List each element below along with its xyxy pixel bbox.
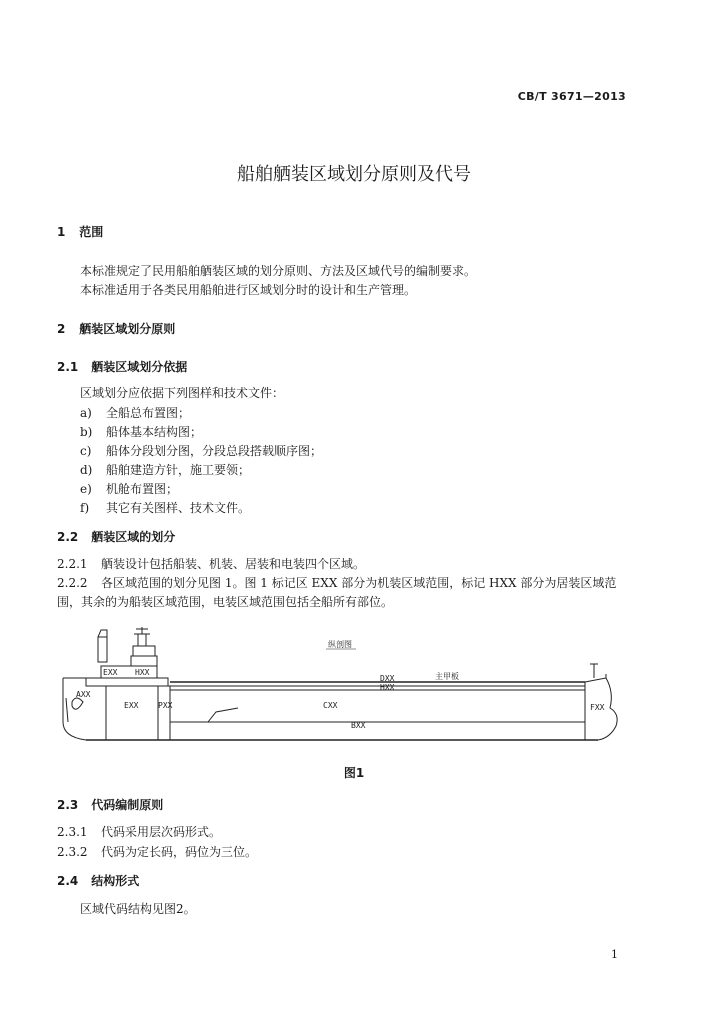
section-title: 范围 — [79, 225, 104, 239]
forecastle — [585, 674, 606, 682]
section-title: 舾装区域划分依据 — [91, 360, 188, 374]
section-title: 结构形式 — [91, 874, 140, 888]
figure-1-ship-profile — [58, 622, 638, 747]
clause-number: 2.3.2 — [57, 845, 88, 859]
section-number: 2.1 — [57, 360, 79, 374]
zone-label-pxx: PXX — [158, 701, 173, 710]
list-item — [80, 442, 322, 459]
clause-2-2-1 — [57, 555, 365, 572]
paragraph: 区域代码结构见图2。 — [80, 902, 196, 916]
clause-continuation: 围，其余的为船装区域范围，电装区域范围包括全船所有部位。 — [57, 595, 394, 609]
list-text: 船舶建造方针，施工要领； — [106, 463, 251, 477]
section-number: 2.4 — [57, 874, 79, 888]
list-marker: d) — [80, 463, 93, 477]
section-number: 1 — [57, 225, 66, 239]
section-2-heading — [57, 320, 175, 337]
section-title: 舾装区域的划分 — [91, 530, 176, 544]
section-number: 2.3 — [57, 798, 79, 812]
section-2-1-heading — [57, 358, 187, 375]
label-profile: 纵剖图 — [328, 640, 352, 649]
list-text: 船体分段划分图，分段总段搭载顺序图； — [106, 444, 323, 458]
section-number: 2.2 — [57, 530, 79, 544]
section-title: 代码编制原则 — [91, 798, 164, 812]
clause-text: 各区域范围的划分见图 1。图 1 标记区 EXX 部分为机装区域范围，标记 HXX 部分为居装区域范 — [101, 576, 617, 590]
list-item — [80, 480, 178, 497]
zone-label-axx: AXX — [76, 690, 91, 699]
zone-label-dxx: DXX — [380, 674, 395, 683]
figure-caption: 图1 — [343, 766, 365, 780]
list-item — [80, 423, 202, 440]
section-number: 2 — [57, 322, 66, 336]
zone-label-exx-upper: EXX — [103, 668, 118, 677]
zone-label-fxx: FXX — [590, 703, 605, 712]
clause-2-3-2 — [57, 843, 257, 860]
zone-label-hxx: HXX — [380, 683, 395, 692]
clause-text: 舾装设计包括船装、机装、居装和电装四个区域。 — [101, 557, 366, 571]
clause-number: 2.2.2 — [57, 576, 88, 590]
list-item — [80, 461, 250, 478]
list-text: 全船总布置图； — [106, 406, 191, 420]
zone-label-hxx-upper: HXX — [135, 668, 150, 677]
list-text: 其它有关图样、技术文件。 — [106, 501, 251, 515]
list-marker: a) — [80, 406, 92, 420]
wheelhouse — [133, 646, 155, 656]
clause-number: 2.2.1 — [57, 557, 88, 571]
zone-label-exx: EXX — [124, 701, 139, 710]
clause-text: 代码为定长码，码位为三位。 — [101, 845, 258, 859]
clause-2-2-2 — [57, 574, 616, 591]
list-marker: c) — [80, 444, 92, 458]
list-item — [80, 404, 190, 421]
fore-mast — [590, 664, 598, 678]
list-marker: e) — [80, 482, 92, 496]
list-marker: b) — [80, 425, 93, 439]
paragraph: 区域划分应依据下列图样和技术文件： — [80, 386, 285, 400]
list-text: 船体基本结构图； — [106, 425, 203, 439]
propeller — [72, 698, 83, 709]
paragraph: 本标准规定了民用船舶舾装区域的划分原则、方法及区域代号的编制要求。 — [80, 264, 477, 278]
zone-label-bxx: BXX — [351, 721, 366, 730]
deckhouse-upper — [131, 656, 157, 666]
section-1-heading — [57, 223, 103, 240]
section-2-4-heading — [57, 872, 139, 889]
hopper-slope — [208, 708, 238, 722]
clause-2-3-1 — [57, 823, 221, 840]
funnel — [98, 637, 107, 662]
section-2-2-heading — [57, 528, 175, 545]
list-text: 机舱布置图； — [106, 482, 179, 496]
list-item — [80, 499, 250, 516]
paragraph: 本标准适用于各类民用船舶进行区域划分时的设计和生产管理。 — [80, 283, 417, 297]
section-2-3-heading — [57, 796, 163, 813]
page-number: 1 — [611, 948, 618, 961]
section-title: 舾装区域划分原则 — [79, 322, 176, 336]
radar-mast — [138, 634, 146, 646]
zone-label-cxx: CXX — [323, 701, 338, 710]
engine-room-outline — [106, 686, 158, 740]
rudder — [66, 698, 68, 722]
stern-deck — [63, 678, 86, 686]
clause-text: 代码采用层次码形式。 — [101, 825, 222, 839]
poop-deck — [86, 678, 168, 686]
mast-yards — [134, 627, 150, 634]
document-title: 船舶舾装区域划分原则及代号 — [237, 164, 471, 185]
standard-number: CB/T 3671—2013 — [517, 90, 626, 103]
label-main-deck: 主甲板 — [435, 672, 459, 681]
clause-number: 2.3.1 — [57, 825, 88, 839]
funnel-top — [98, 630, 107, 637]
list-marker: f) — [80, 501, 90, 515]
